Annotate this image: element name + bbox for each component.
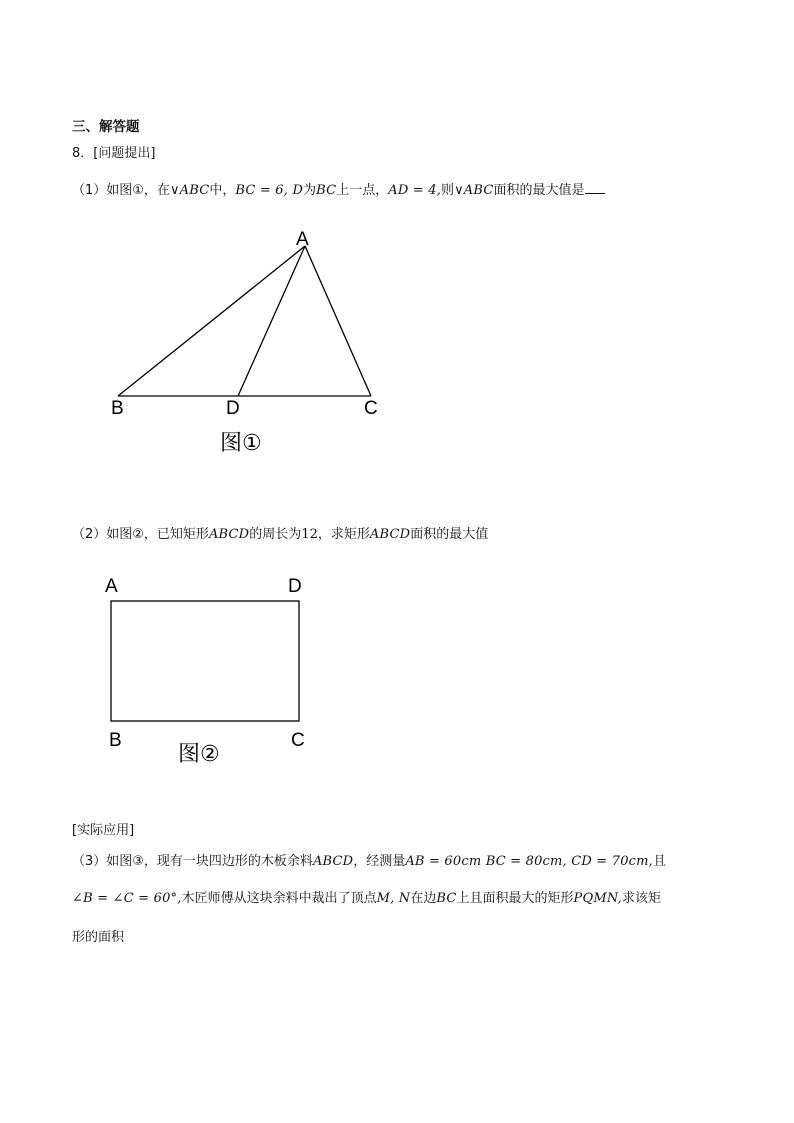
part3-line1 — [72, 853, 666, 871]
part3-line2-mid2: 在边 — [410, 891, 437, 906]
segment-ab — [118, 246, 305, 396]
point-d-label: D — [226, 398, 240, 419]
vertex-a-label: A — [105, 576, 118, 597]
part3-bc: BC — [436, 891, 457, 906]
part1-mid3: 上一点， — [336, 183, 389, 198]
figure1-caption: 图① — [220, 430, 262, 455]
part3-line2 — [72, 890, 661, 908]
part2-mid1: 的周长为 — [249, 527, 302, 542]
application-label: [实际应用] — [72, 823, 135, 838]
part2-perimeter: 12 — [301, 527, 318, 542]
section-title: 三、解答题 — [72, 119, 140, 135]
vertex-b-label: B — [109, 730, 122, 751]
part2-suffix: 面积的最大值 — [410, 527, 489, 542]
part2-rect: ABCD — [208, 527, 250, 542]
part3-quad: ABCD — [312, 854, 354, 869]
part2-mid2: ，求矩形 — [317, 527, 370, 542]
segment-ad — [238, 246, 305, 396]
figure2-caption: 图② — [178, 741, 220, 766]
part1-prefix: （1）如图①，在 — [72, 183, 170, 198]
part1-text — [72, 181, 605, 200]
vertex-b-label: B — [111, 398, 124, 419]
part3-prefix: （3）如图③，现有一块四边形的木板余料 — [72, 854, 313, 869]
part3-angles: ∠B = ∠C = 60°, — [72, 891, 182, 906]
part1-eq1: BC = 6, D — [235, 183, 304, 198]
vertex-c-label: C — [291, 730, 305, 751]
part3-line3: 形的面积 — [72, 930, 125, 945]
part1-mid2: 为 — [303, 183, 317, 198]
part1-bc: BC — [316, 183, 337, 198]
part3-suffix: 且 — [653, 854, 667, 869]
part1-eq2: AD = 4, — [388, 183, 442, 198]
part1-triangle-2: ∨ABC — [454, 183, 494, 198]
rectangle-abcd — [111, 601, 299, 721]
figure2-rectangle-diagram — [100, 570, 330, 770]
part1-triangle: ∨ABC — [169, 183, 210, 198]
part3-line2-mid1: 木匠师傅从这块余料中裁出了顶点 — [181, 891, 377, 906]
part1-mid4: 则 — [441, 183, 455, 198]
part2-prefix: （2）如图②，已知矩形 — [72, 527, 209, 542]
segment-ac — [305, 246, 371, 396]
vertex-a-label: A — [296, 229, 309, 250]
part1-mid1: 中， — [209, 183, 236, 198]
part3-measurements: AB = 60cm BC = 80cm, CD = 70cm, — [405, 854, 654, 869]
part3-mid: ，经测量 — [353, 854, 406, 869]
part1-suffix: 面积的最大值是 — [493, 183, 585, 198]
vertex-c-label: C — [364, 398, 378, 419]
part3-rect: PQMN, — [573, 891, 622, 906]
answer-blank — [585, 181, 605, 194]
part3-line2-suffix: 求该矩 — [621, 891, 661, 906]
part3-mn: M, N — [376, 891, 411, 906]
part3-line2-mid3: 上且面积最大的矩形 — [456, 891, 574, 906]
figure1-triangle-diagram — [100, 222, 400, 462]
question-number: 8．[问题提出] — [72, 146, 156, 161]
part2-rect-2: ABCD — [369, 527, 411, 542]
part2-text — [72, 526, 488, 544]
vertex-d-label: D — [288, 576, 302, 597]
